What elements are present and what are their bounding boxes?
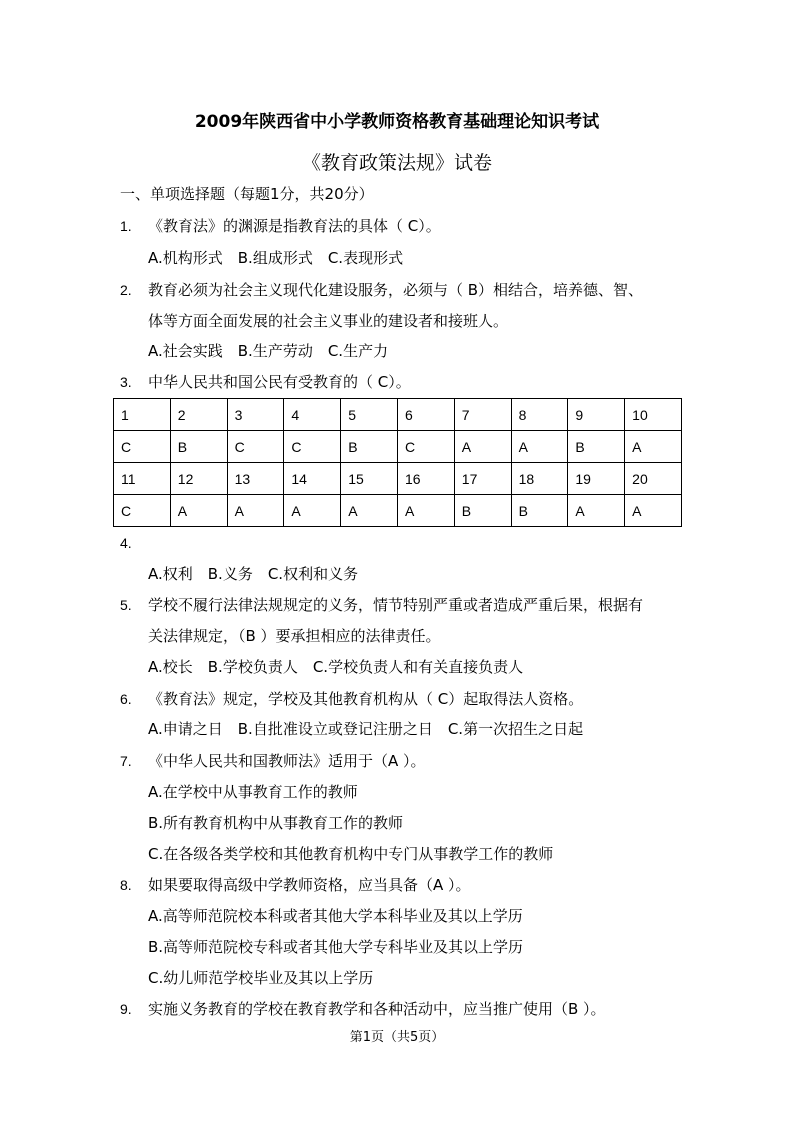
question-options: C.在各级各类学校和其他教育机构中专门从事教学工作的教师: [148, 845, 554, 863]
question-stem: 教育必须为社会主义现代化建设服务，必须与（ B）相结合，培养德、智、: [148, 281, 644, 299]
table-cell: C: [397, 431, 454, 463]
page-footer: 第1页（共5页）: [349, 1030, 445, 1045]
table-cell: 3: [227, 399, 284, 431]
table-cell: 15: [341, 463, 398, 495]
table-cell: A: [227, 495, 284, 527]
table-cell: B: [170, 431, 227, 463]
table-row: [114, 431, 682, 463]
table-cell: 12: [170, 463, 227, 495]
question-options: B.所有教育机构中从事教育工作的教师: [148, 814, 404, 832]
question-stem: 学校不履行法律法规规定的义务，情节特别严重或者造成严重后果，根据有: [148, 596, 644, 614]
table-cell: B: [341, 431, 398, 463]
table-cell: A: [625, 495, 682, 527]
table-cell: A: [625, 431, 682, 463]
table-cell: C: [114, 495, 171, 527]
question-options: A.校长 B.学校负责人 C.学校负责人和有关直接负责人: [148, 658, 524, 676]
question-number: 5.: [120, 597, 132, 613]
answer-table: [113, 398, 682, 527]
question-stem: 《中华人民共和国教师法》适用于（A ）。: [148, 752, 426, 770]
question-number: 2.: [120, 282, 132, 298]
question-stem: 《教育法》规定，学校及其他教育机构从（ C）起取得法人资格。: [148, 690, 584, 708]
table-cell: 1: [114, 399, 171, 431]
table-cell: 4: [284, 399, 341, 431]
table-cell: 14: [284, 463, 341, 495]
table-cell: 8: [511, 399, 568, 431]
table-row: [114, 463, 682, 495]
table-cell: 2: [170, 399, 227, 431]
table-cell: 17: [454, 463, 511, 495]
question-stem: 中华人民共和国公民有受教育的（ C）。: [148, 373, 411, 391]
question-number: 4.: [120, 535, 132, 551]
question-number: 7.: [120, 753, 132, 769]
question-number: 8.: [120, 877, 132, 893]
exam-subtitle: 《教育政策法规》试卷: [301, 152, 492, 174]
table-cell: 13: [227, 463, 284, 495]
table-cell: 16: [397, 463, 454, 495]
table-cell: 9: [568, 399, 625, 431]
table-cell: 18: [511, 463, 568, 495]
table-cell: 7: [454, 399, 511, 431]
table-cell: A: [284, 495, 341, 527]
question-options: A.社会实践 B.生产劳动 C.生产力: [148, 342, 389, 360]
exam-title: 2009年陕西省中小学教师资格教育基础理论知识考试: [194, 112, 600, 132]
table-cell: C: [284, 431, 341, 463]
table-cell: 6: [397, 399, 454, 431]
table-cell: A: [397, 495, 454, 527]
question-options: A.申请之日 B.自批准设立或登记注册之日 C.第一次招生之日起: [148, 720, 584, 738]
table-cell: B: [454, 495, 511, 527]
question-options: A.权利 B.义务 C.权利和义务: [148, 565, 359, 583]
table-cell: A: [511, 431, 568, 463]
question-number: 3.: [120, 374, 132, 390]
question-stem: 如果要取得高级中学教师资格，应当具备（A ）。: [148, 876, 471, 894]
question-stem: 关法律规定，（B ）要承担相应的法律责任。: [148, 627, 441, 645]
table-cell: C: [227, 431, 284, 463]
question-options: A.高等师范院校本科或者其他大学本科毕业及其以上学历: [148, 907, 523, 925]
table-cell: A: [170, 495, 227, 527]
table-cell: A: [341, 495, 398, 527]
table-cell: 5: [341, 399, 398, 431]
question-number: 6.: [120, 691, 132, 707]
table-cell: C: [114, 431, 171, 463]
question-options: B.高等师范院校专科或者其他大学专科毕业及其以上学历: [148, 938, 524, 956]
table-cell: B: [511, 495, 568, 527]
table-row: [114, 399, 682, 431]
table-cell: 19: [568, 463, 625, 495]
question-stem: 《教育法》的渊源是指教育法的具体（ C）。: [148, 217, 441, 235]
question-options: C.幼儿师范学校毕业及其以上学历: [148, 969, 374, 987]
table-cell: B: [568, 431, 625, 463]
table-cell: 11: [114, 463, 171, 495]
question-stem: 实施义务教育的学校在教育教学和各种活动中，应当推广使用（B ）。: [148, 1000, 606, 1018]
question-options: A.机构形式 B.组成形式 C.表现形式: [148, 249, 404, 267]
table-row: [114, 495, 682, 527]
table-cell: 10: [625, 399, 682, 431]
table-cell: A: [568, 495, 625, 527]
table-cell: A: [454, 431, 511, 463]
question-options: A.在学校中从事教育工作的教师: [148, 783, 358, 801]
question-number: 9.: [120, 1001, 132, 1017]
question-stem: 体等方面全面发展的社会主义事业的建设者和接班人。: [148, 312, 509, 330]
table-cell: 20: [625, 463, 682, 495]
section-heading: 一、单项选择题（每题1分，共20分）: [120, 185, 374, 203]
question-number: 1.: [120, 218, 132, 234]
